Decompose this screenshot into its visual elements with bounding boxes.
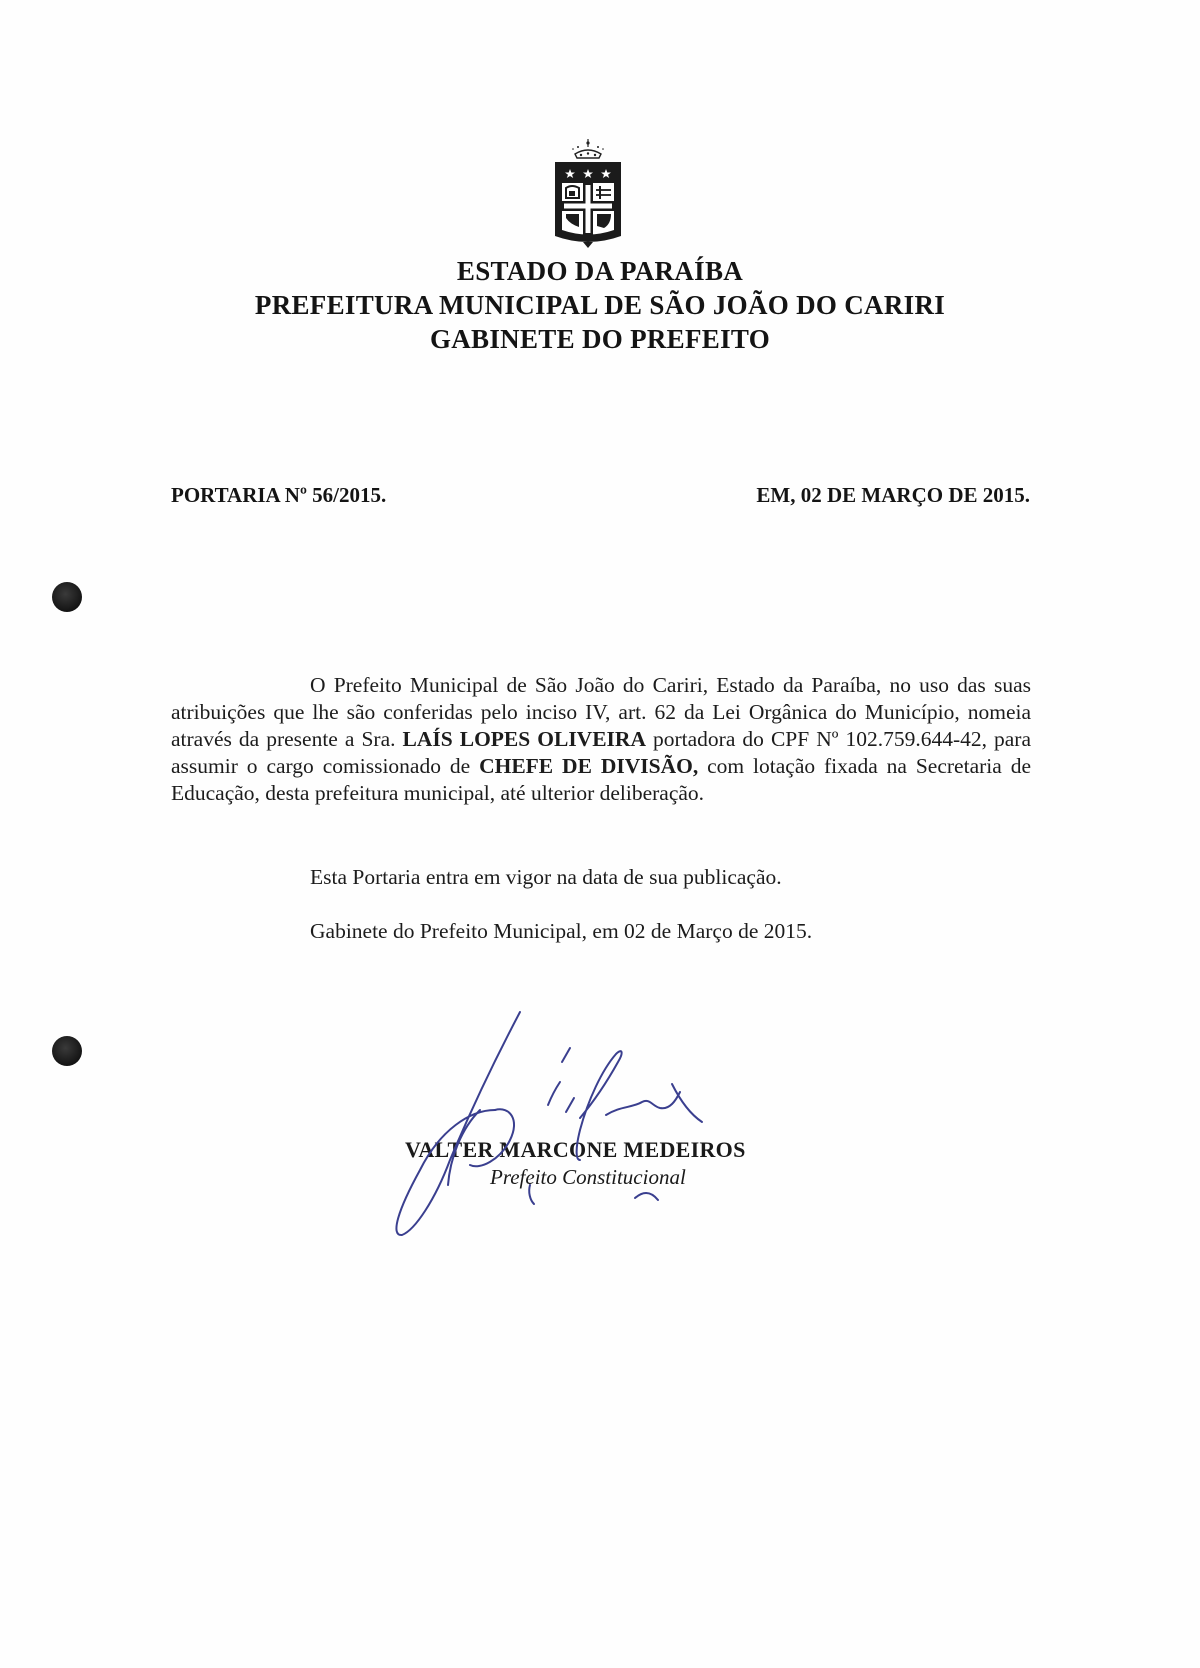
punch-hole-icon xyxy=(52,1036,82,1066)
issuance-paragraph: Gabinete do Prefeito Municipal, em 02 de Março de 2015. xyxy=(310,919,813,943)
ordinance-number: PORTARIA Nº 56/2015. xyxy=(171,483,387,507)
handwritten-signature xyxy=(380,1010,740,1250)
ordinance-body-paragraph xyxy=(171,672,1031,807)
header-office: GABINETE DO PREFEITO xyxy=(429,324,771,354)
header-state: ESTADO DA PARAÍBA xyxy=(456,256,744,286)
header-municipality: PREFEITURA MUNICIPAL DE SÃO JOÃO DO CARIRI xyxy=(254,290,946,320)
body-text-closing: com lotação fixada na Secretaria de Educação, desta prefeitura municipal, até ulterior deliberação. xyxy=(171,754,1031,805)
appointed-role: CHEFE DE DIVISÃO, xyxy=(479,754,699,778)
body-text-intro: O Prefeito Municipal de São João do Cariri, Estado da Paraíba, no uso das suas atribuições que lhe são conferidas pelo inciso IV, art. 62 da Lei Orgânica do Município, nomeia através da presente a Sra. xyxy=(171,673,1031,751)
body-text-cpf: portadora do CPF Nº 102.759.644-42, para assumir o cargo comissionado de xyxy=(171,727,1031,778)
appointee-name: LAÍS LOPES OLIVEIRA xyxy=(402,727,646,751)
signer-name: VALTER MARCONE MEDEIROS xyxy=(405,1137,746,1162)
municipal-coat-of-arms-icon xyxy=(553,138,623,250)
ordinance-date: EM, 02 DE MARÇO DE 2015. xyxy=(756,483,1030,507)
effective-date-paragraph: Esta Portaria entra em vigor na data de sua publicação. xyxy=(310,865,782,889)
institution-header xyxy=(0,254,1200,356)
signer-title: Prefeito Constitucional xyxy=(490,1165,686,1189)
punch-hole-icon xyxy=(52,582,82,612)
